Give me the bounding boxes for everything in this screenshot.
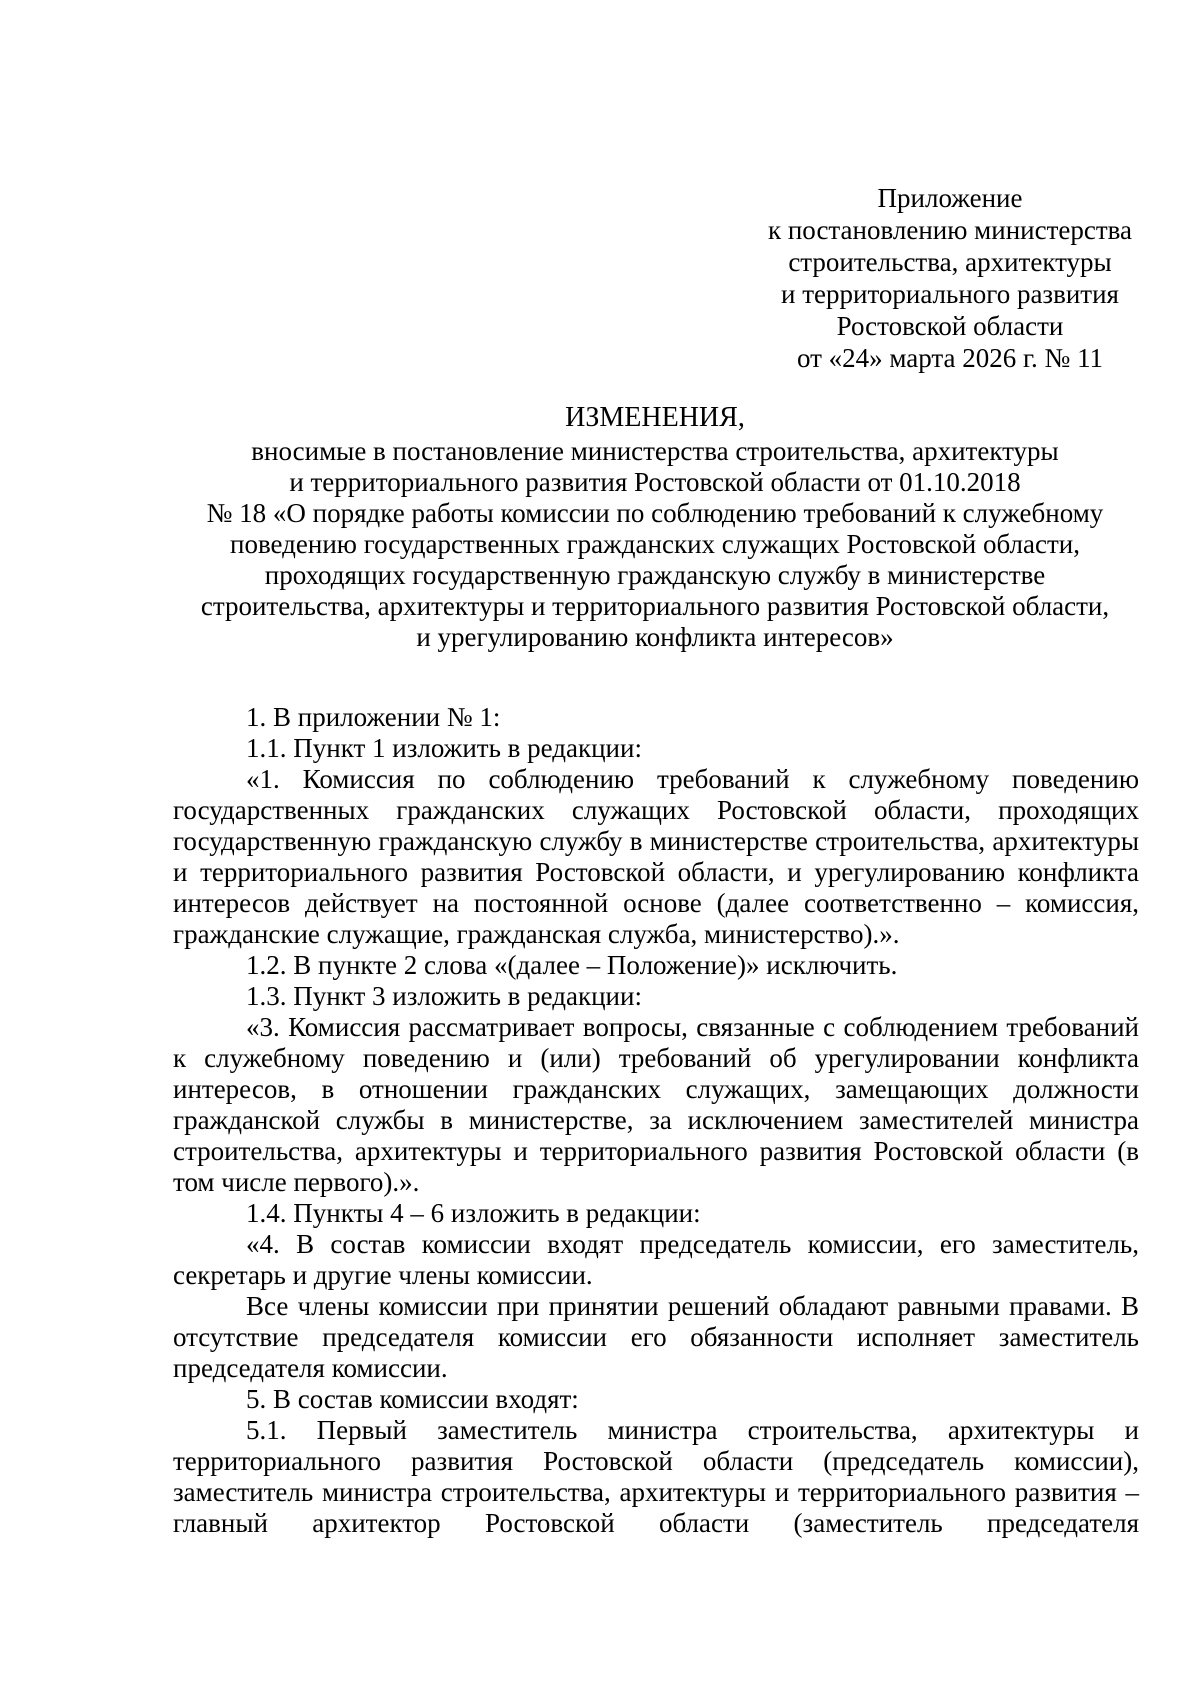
paragraph: 1.3. Пункт 3 изложить в редакции: (246, 981, 642, 1011)
appendix-line: и территориального развития (781, 279, 1119, 309)
paragraph: 1.1. Пункт 1 изложить в редакции: (246, 733, 642, 763)
document-body (173, 702, 1139, 1539)
paragraph: 1.2. В пункте 2 слова «(далее – Положение)» исключить. (246, 950, 898, 980)
paragraph: 1. В приложении № 1: (246, 702, 501, 732)
paragraph: 1.4. Пункты 4 – 6 изложить в редакции: (246, 1198, 701, 1228)
paragraph: «3. Комиссия рассматривает вопросы, связанные с соблюдением требований к служебному поведению и (или) требований об урегулировании конфликта интересов, в отношении гражданских служащих, замещающих должности гражданской службы в министерстве, за исключением заместителей министра строительства, архитектуры и территориального развития Ростовской области (в том числе первого).». (173, 1012, 1139, 1197)
paragraph: «4. В состав комиссии входят председатель комиссии, его заместитель, секретарь и другие члены комиссии. (173, 1229, 1139, 1290)
subtitle-line: и урегулированию конфликта интересов» (416, 622, 894, 652)
paragraph: 5.1. Первый заместитель министра строительства, архитектуры и территориального развития Ростовской области (председатель комиссии), заместитель министра строительства, архитектуры и территориального развития – главный архитектор Ростовской области (заместитель председателя (173, 1415, 1139, 1538)
subtitle-line: вносимые в постановление министерства строительства, архитектуры (251, 436, 1059, 466)
paragraph: «1. Комиссия по соблюдению требований к служебному поведению государственных гражданских служащих Ростовской области, проходящих государственную гражданскую службу в министерстве строительства, архитектуры и территориального развития Ростовской области, и урегулированию конфликта интересов действует на постоянной основе (далее соответственно – комиссия, гражданские служащие, гражданская служба, министерство).». (173, 764, 1139, 949)
appendix-line: строительства, архитектуры (788, 247, 1112, 277)
appendix-line: к постановлению министерства (767, 215, 1133, 245)
document-subtitle (170, 436, 1140, 653)
paragraph: Все члены комиссии при принятии решений обладают равными правами. В отсутствие председателя комиссии его обязанности исполняет заместитель председателя комиссии. (173, 1291, 1139, 1383)
subtitle-line: проходящих государственную гражданскую службу в министерстве (264, 560, 1046, 590)
subtitle-line: и территориального развития Ростовской области от 01.10.2018 (289, 467, 1021, 497)
subtitle-line: поведению государственных гражданских служащих Ростовской области, (230, 529, 1080, 559)
subtitle-line: строительства, архитектуры и территориального развития Ростовской области, (200, 591, 1110, 621)
appendix-block (740, 182, 1160, 374)
appendix-line: от «24» марта 2026 г. № 11 (796, 343, 1104, 373)
paragraph: 5. В состав комиссии входят: (246, 1384, 579, 1414)
appendix-line: Приложение (877, 183, 1023, 213)
appendix-line: Ростовской области (836, 311, 1064, 341)
document-title: ИЗМЕНЕНИЯ, (565, 402, 745, 433)
subtitle-line: № 18 «О порядке работы комиссии по соблюдению требований к служебному (206, 498, 1104, 528)
